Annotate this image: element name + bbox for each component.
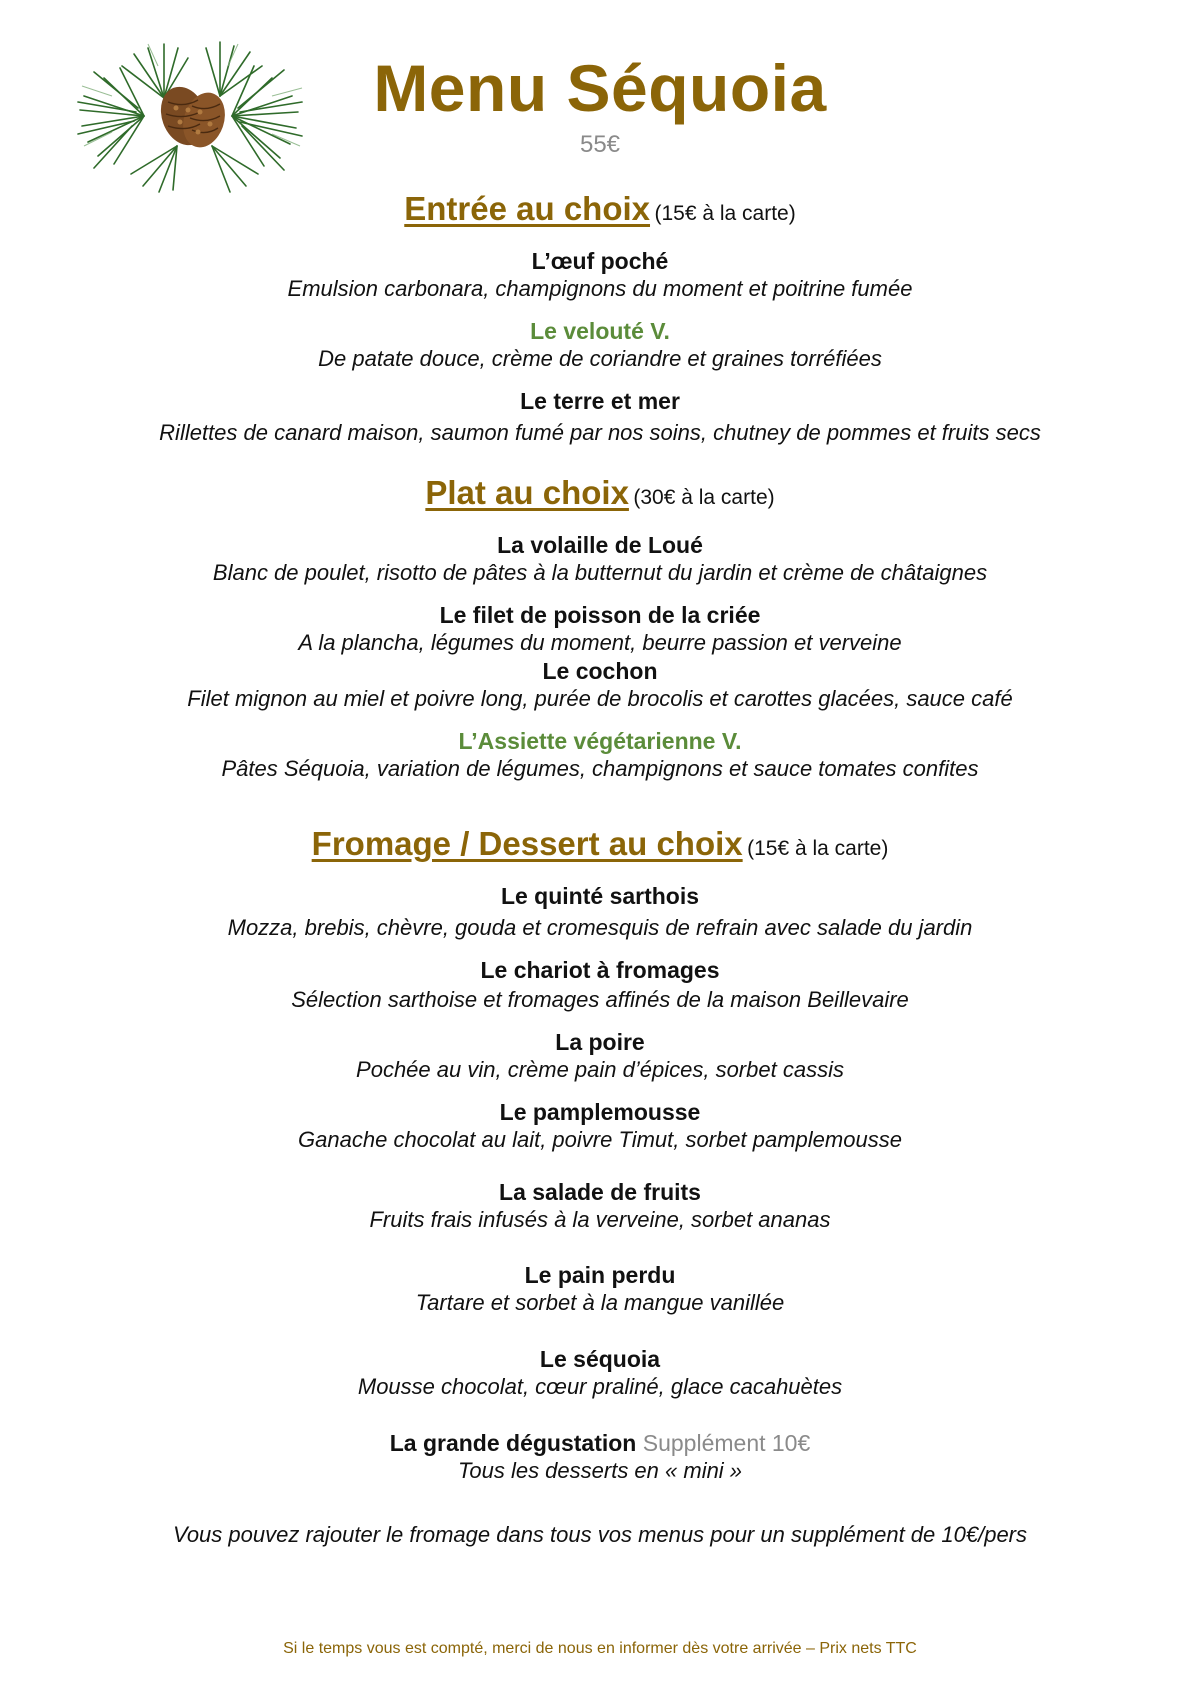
menu-item — [0, 1178, 1200, 1234]
section-price-note: (15€ à la carte) — [654, 202, 796, 225]
item-name: La volaille de Loué — [497, 532, 703, 558]
menu-item — [0, 1261, 1200, 1317]
menu-item — [0, 601, 1200, 657]
section-dessert-header — [0, 825, 1200, 863]
section-plat-header — [0, 474, 1200, 512]
item-description: Emulsion carbonara, champignons du moment et poitrine fumée — [287, 276, 913, 301]
menu-item — [0, 1028, 1200, 1084]
item-description: Filet mignon au miel et poivre long, purée de brocolis et carottes glacées, sauce café — [187, 686, 1013, 711]
section-entree-header — [0, 190, 1200, 228]
item-description: Sélection sarthoise et fromages affinés de la maison Beillevaire — [291, 987, 909, 1012]
item-name: Le pamplemousse — [499, 1099, 701, 1125]
item-description: Fruits frais infusés à la verveine, sorbet ananas — [369, 1207, 831, 1232]
section-title: Plat au choix — [425, 474, 629, 511]
item-name: L’œuf poché — [531, 248, 669, 274]
menu-item — [0, 956, 1200, 1014]
item-description: Pochée au vin, crème pain d’épices, sorbet cassis — [356, 1057, 844, 1082]
item-name: Le cochon — [542, 658, 658, 684]
item-description: A la plancha, légumes du moment, beurre passion et verveine — [298, 630, 902, 655]
item-name: Le séquoia — [539, 1346, 661, 1372]
section-title: Entrée au choix — [404, 190, 651, 227]
item-description: Rillettes de canard maison, saumon fumé par nos soins, chutney de pommes et fruits secs — [159, 420, 1041, 445]
item-name: Le chariot à fromages — [480, 957, 720, 983]
menu-price: 55€ — [579, 131, 621, 158]
cheese-supplement-note: Vous pouvez rajouter le fromage dans tous vos menus pour un supplément de 10€/pers — [172, 1522, 1028, 1547]
item-description: Blanc de poulet, risotto de pâtes à la butternut du jardin et crème de châtaignes — [212, 560, 988, 585]
item-name-with-supplement — [0, 1429, 1200, 1457]
menu-item — [0, 531, 1200, 587]
menu-item — [0, 657, 1200, 713]
menu-item — [0, 1098, 1200, 1154]
supplement-price: Supplément 10€ — [642, 1430, 811, 1456]
menu-title: Menu Séquoia — [373, 51, 827, 125]
item-name-vegetarian: L’Assiette végétarienne V. — [458, 728, 742, 754]
item-name: Le filet de poisson de la criée — [439, 602, 761, 628]
section-price-note: (30€ à la carte) — [633, 486, 775, 509]
menu-item — [0, 387, 1200, 447]
item-description: Tous les desserts en « mini » — [457, 1458, 743, 1483]
item-name: La salade de fruits — [499, 1179, 701, 1205]
item-name-vegetarian: Le velouté V. — [530, 318, 670, 344]
menu-item — [0, 317, 1200, 373]
menu-item — [0, 247, 1200, 303]
item-name: Le quinté sarthois — [500, 883, 700, 909]
item-name: Le terre et mer — [520, 388, 680, 414]
item-description: Mozza, brebis, chèvre, gouda et cromesquis de refrain avec salade du jardin — [227, 915, 973, 940]
item-description: Mousse chocolat, cœur praliné, glace cacahuètes — [357, 1374, 843, 1399]
item-name: Le pain perdu — [524, 1262, 676, 1288]
item-name: La poire — [555, 1029, 645, 1055]
bottom-note: Si le temps vous est compté, merci de nous en informer dès votre arrivée – Prix nets TTC — [283, 1640, 917, 1657]
section-title: Fromage / Dessert au choix — [311, 825, 743, 862]
menu-item — [0, 882, 1200, 942]
item-description: De patate douce, crème de coriandre et graines torréfiées — [318, 346, 882, 371]
item-description: Pâtes Séquoia, variation de légumes, champignons et sauce tomates confites — [221, 756, 979, 781]
item-description: Tartare et sorbet à la mangue vanillée — [415, 1290, 785, 1315]
section-price-note: (15€ à la carte) — [747, 837, 889, 860]
menu-item — [0, 1345, 1200, 1401]
item-name: La grande dégustation — [389, 1430, 637, 1456]
item-description: Ganache chocolat au lait, poivre Timut, sorbet pamplemousse — [298, 1127, 902, 1152]
menu-item — [0, 727, 1200, 783]
menu-item — [0, 1429, 1200, 1485]
